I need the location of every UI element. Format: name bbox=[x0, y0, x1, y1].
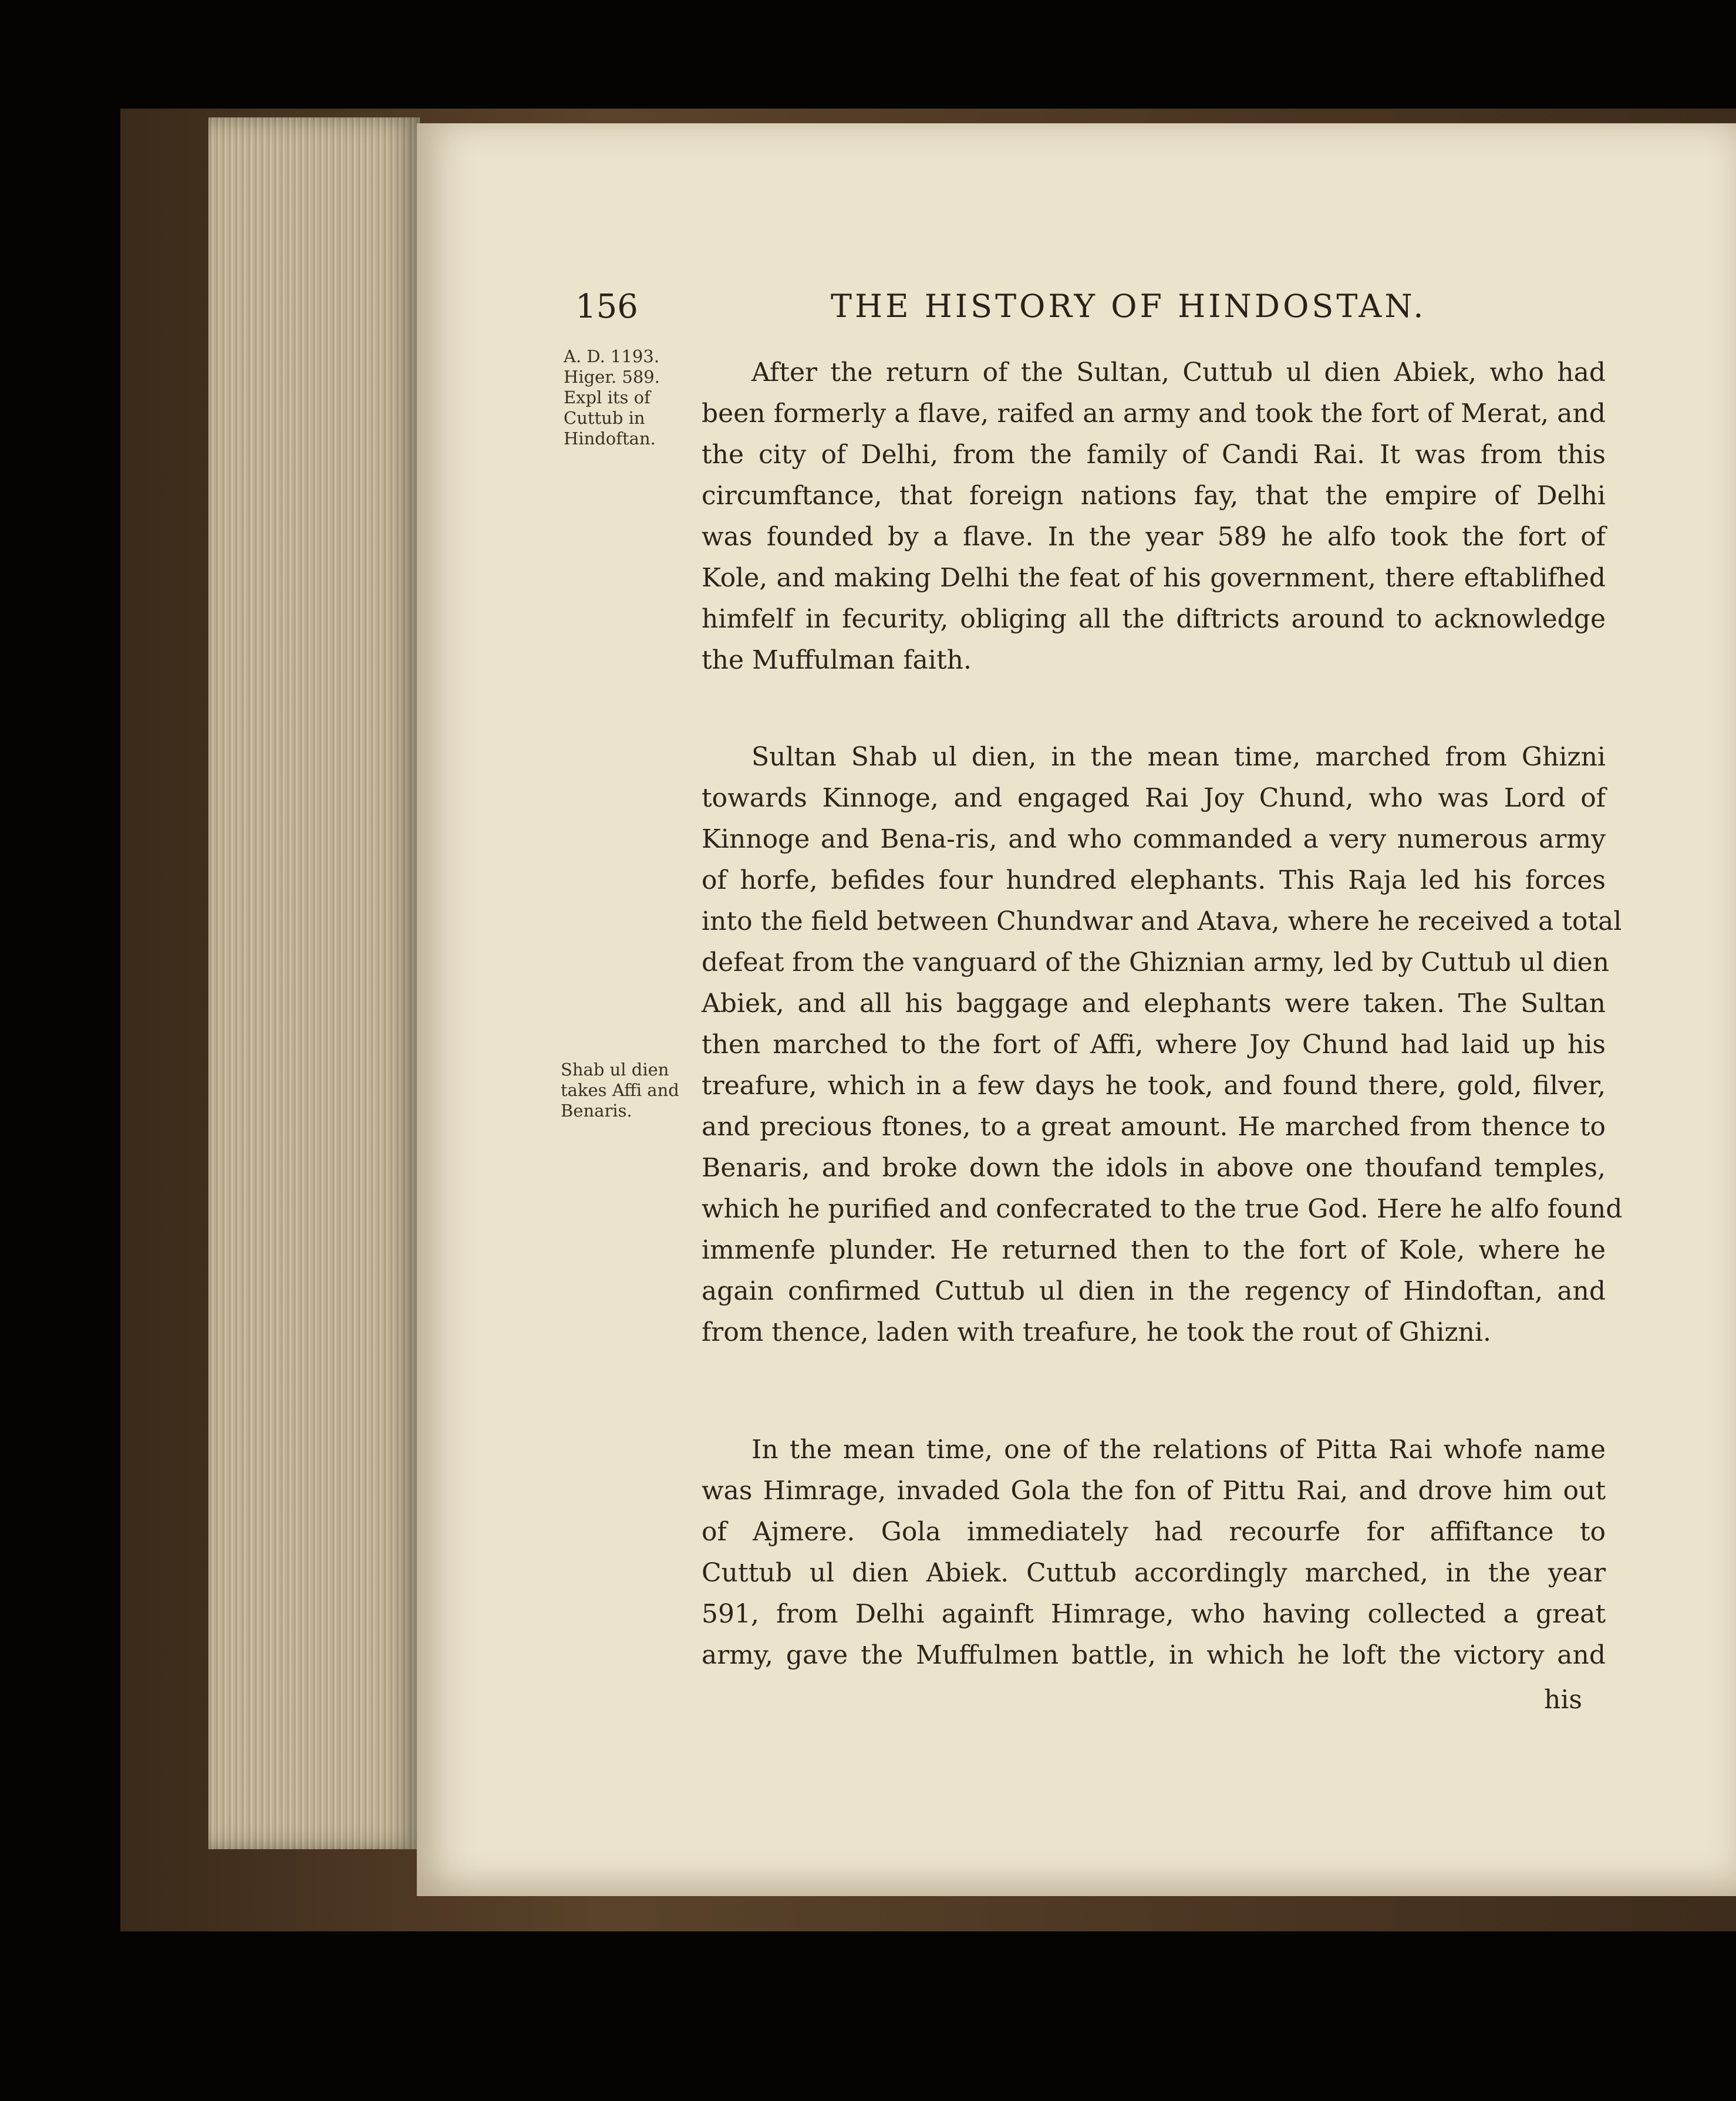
paragraph-3 bbox=[702, 1429, 1606, 1676]
sidenote-shab-ul-dien-takes-affi bbox=[561, 1060, 713, 1121]
text-line: which he purified and confecrated to the true God. Here he alfo found bbox=[702, 1194, 1623, 1224]
text-line: Benaris, and broke down the idols in above one thoufand temples, bbox=[702, 1153, 1606, 1183]
text-line: Abiek, and all his baggage and elephants were taken. The Sultan bbox=[702, 989, 1606, 1019]
text-line: In the mean time, one of the relations of Pitta Rai whofe name bbox=[751, 1435, 1606, 1465]
page-edges bbox=[208, 117, 420, 1849]
text-line: immenfe plunder. He returned then to the fort of Kole, where he bbox=[702, 1235, 1606, 1265]
text-line: defeat from the vanguard of the Ghiznian army, led by Cuttub ul dien bbox=[702, 947, 1609, 977]
page-header bbox=[575, 288, 1603, 335]
text-line: of Ajmere. Gola immediately had recourfe for affiftance to bbox=[702, 1517, 1606, 1547]
sidenote-line: Shab ul dien bbox=[561, 1060, 669, 1080]
sidenote-line: Cuttub in bbox=[564, 408, 645, 428]
text-line: circumftance, that foreign nations fay, that the empire of Delhi bbox=[702, 481, 1606, 511]
text-line: and precious ftones, to a great amount. He marched from thence to bbox=[702, 1112, 1606, 1142]
page-number: 156 bbox=[575, 288, 638, 326]
sidenote-line: Higer. 589. bbox=[564, 367, 660, 387]
text-line: again confirmed Cuttub ul dien in the regency of Hindoftan, and bbox=[702, 1276, 1606, 1306]
text-line: from thence, laden with treafure, he took the rout of Ghizni. bbox=[702, 1317, 1491, 1347]
sidenote-line: takes Affi and bbox=[561, 1080, 679, 1100]
text-line: was founded by a flave. In the year 589 he alfo took the fort of bbox=[702, 522, 1606, 552]
text-line: of horfe, befides four hundred elephants. This Raja led his forces bbox=[702, 865, 1606, 895]
text-line: was Himrage, invaded Gola the fon of Pittu Rai, and drove him out bbox=[702, 1476, 1606, 1506]
text-line: treafure, which in a few days he took, and found there, gold, filver, bbox=[702, 1071, 1606, 1101]
text-line: towards Kinnoge, and engaged Rai Joy Chund, who was Lord of bbox=[702, 783, 1606, 813]
paragraph-1 bbox=[702, 352, 1606, 681]
paragraph-2 bbox=[702, 737, 1623, 1353]
text-line: himfelf in fecurity, obliging all the diftricts around to acknowledge bbox=[702, 604, 1606, 634]
text-line: Sultan Shab ul dien, in the mean time, marched from Ghizni bbox=[751, 742, 1606, 772]
sidenote-line: Benaris. bbox=[561, 1101, 632, 1121]
text-line: been formerly a flave, raifed an army and took the fort of Merat, and bbox=[702, 399, 1606, 429]
text-line: Cuttub ul dien Abiek. Cuttub accordingly marched, in the year bbox=[702, 1558, 1606, 1588]
text-line: After the return of the Sultan, Cuttub ul dien Abiek, who had bbox=[751, 358, 1606, 387]
sidenote-exploits-of-cuttub bbox=[564, 346, 704, 449]
sidenote-line: A. D. 1193. bbox=[564, 346, 660, 366]
text-line: Kole, and making Delhi the feat of his government, there eftablifhed bbox=[702, 563, 1606, 593]
text-line: army, gave the Muffulmen battle, in which he loft the victory and bbox=[702, 1640, 1606, 1670]
text-line: into the field between Chundwar and Atava, where he received a total bbox=[702, 906, 1622, 936]
text-line: the city of Delhi, from the family of Candi Rai. It was from this bbox=[702, 440, 1606, 470]
text-line: 591, from Delhi againft Himrage, who having collected a great bbox=[702, 1599, 1606, 1629]
catchword: his bbox=[1544, 1685, 1582, 1715]
sidenote-line: Expl its of bbox=[564, 387, 650, 407]
text-line: the Muffulman faith. bbox=[702, 645, 972, 675]
running-head: THE HISTORY OF HINDOSTAN. bbox=[831, 288, 1427, 325]
text-line: Kinnoge and Bena-ris, and who commanded a very numerous army bbox=[702, 824, 1606, 854]
sidenote-line: Hindoftan. bbox=[564, 429, 656, 448]
text-line: then marched to the fort of Affi, where Joy Chund had laid up his bbox=[702, 1030, 1606, 1060]
